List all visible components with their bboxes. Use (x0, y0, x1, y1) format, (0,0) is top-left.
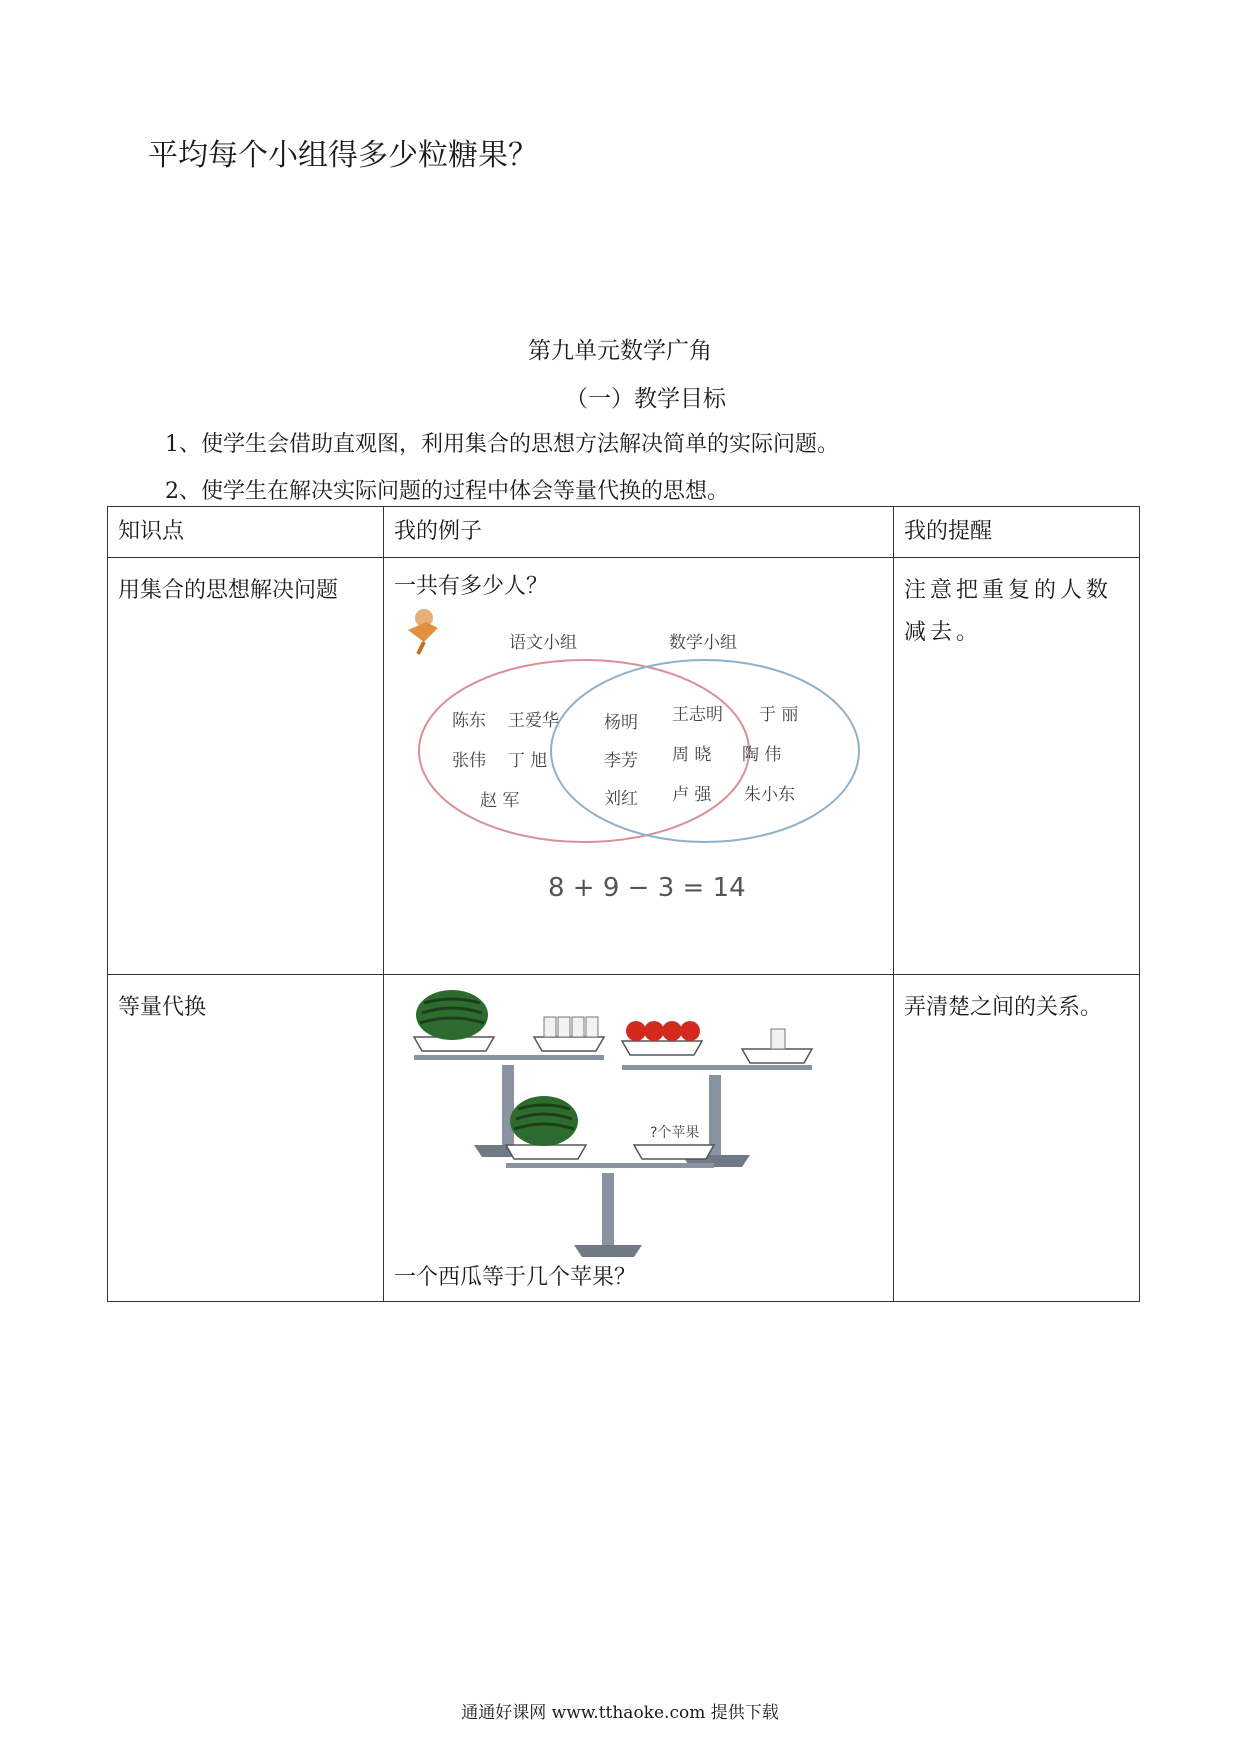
venn-left-name: 丁 旭 (508, 750, 548, 771)
venn-common-name: 李芳 (604, 750, 638, 771)
row2-topic: 等量代换 (108, 974, 384, 1301)
balance-scales-illustration (394, 983, 874, 1263)
header-topic: 知识点 (108, 507, 384, 558)
character-figure-icon (408, 609, 438, 654)
header-reminder: 我的提醒 (894, 507, 1140, 558)
goal-2: 2、使学生在解决实际问题的过程中体会等量代换的思想。 (165, 479, 729, 504)
venn-left-name: 陈东 (452, 710, 486, 731)
row2-example (384, 974, 894, 1301)
goal-1: 1、使学生会借助直观图，利用集合的思想方法解决简单的实际问题。 (165, 432, 839, 457)
top-question: 平均每个小组得多少粒糖果？ (148, 138, 538, 173)
footer-source: 通通好课网 www.tthaoke.com 提供下载 (461, 1703, 779, 1723)
section-title: （一）教学目标 (565, 386, 726, 412)
row1-reminder: 注意把重复的人数减去。 (894, 557, 1140, 974)
venn-diagram (394, 608, 874, 938)
venn-right-name: 王志明 (672, 704, 723, 725)
balance-scale-3 (506, 1096, 714, 1257)
venn-right-name: 于 丽 (759, 704, 799, 725)
venn-left-name: 赵 军 (480, 790, 520, 811)
venn-common-name: 刘红 (604, 788, 638, 809)
row2-reminder: 弄清楚之间的关系。 (894, 974, 1140, 1301)
apple-icon (626, 1021, 700, 1041)
header-example: 我的例子 (384, 507, 894, 558)
row2-example-question: 一个西瓜等于几个苹果？ (394, 1265, 637, 1290)
row1-example-question: 一共有多少人？ (394, 573, 549, 599)
venn-right-label: 数学小组 (669, 632, 737, 653)
venn-left-name: 张伟 (452, 750, 486, 771)
box-icon (544, 1017, 598, 1037)
venn-common-name: 杨明 (604, 712, 638, 733)
venn-right-name: 陶 伟 (742, 744, 782, 765)
table-row (108, 557, 1140, 974)
unit-title: 第九单元数学广角 (528, 338, 712, 364)
venn-right-name: 卢 强 (672, 784, 712, 805)
table-row (108, 974, 1140, 1301)
row1-example (384, 557, 894, 974)
venn-right-name: 周 晓 (672, 744, 712, 765)
venn-equation: 8 + 9 − 3 = 14 (548, 872, 746, 903)
venn-right-name: 朱小东 (744, 784, 795, 805)
scale-question-label: ?个苹果 (650, 1124, 700, 1141)
box-icon (771, 1029, 785, 1049)
venn-left-label: 语文小组 (509, 632, 577, 653)
balance-scale-1 (414, 990, 604, 1157)
row1-topic: 用集合的思想解决问题 (108, 557, 384, 974)
knowledge-table (107, 506, 1140, 1302)
table-header-row (108, 507, 1140, 558)
venn-left-name: 王爱华 (508, 710, 559, 731)
